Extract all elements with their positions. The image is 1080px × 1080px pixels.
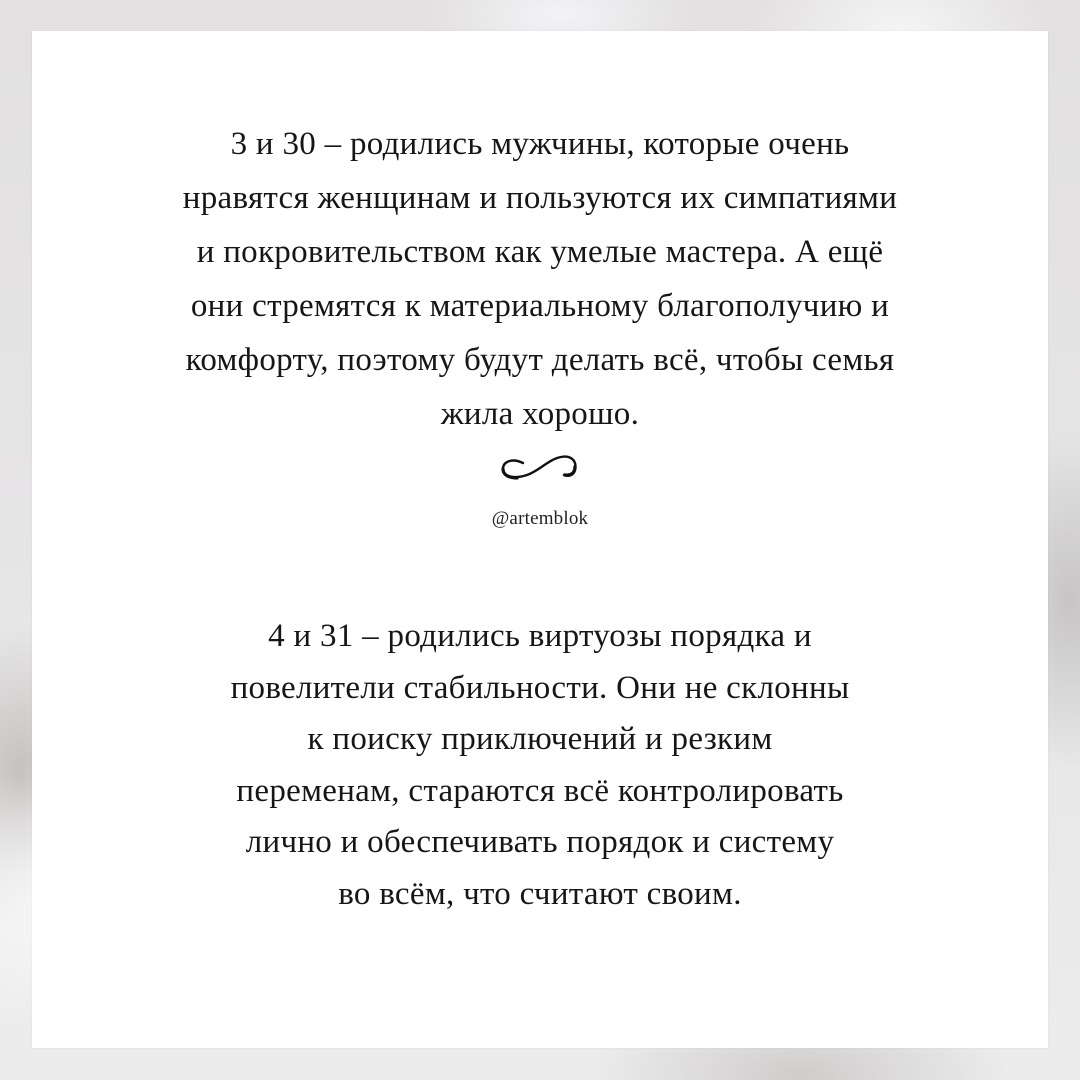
paragraph-4-and-31 [32, 611, 1048, 920]
text-line: жила хорошо. [440, 396, 640, 432]
text-line: переменам, стараются всё контролировать [236, 772, 844, 809]
swirl-flourish-icon [495, 449, 585, 489]
text-line: нравятся женщинам и пользуются их симпатиями [182, 180, 898, 216]
text-line: к поиску приключений и резким [307, 721, 773, 757]
text-line: 3 и 30 – родились мужчины, которые очень [230, 126, 850, 162]
text-line: они стремятся к материальному благополучию и [190, 288, 890, 324]
text-line: лично и обеспечивать порядок и систему [245, 824, 835, 860]
text-line: и покровительством как умелые мастера. А ещё [196, 234, 884, 270]
author-handle: @artemblok [491, 508, 589, 529]
text-line: во всём, что считают своим. [338, 875, 742, 912]
text-line: комфорту, поэтому будут делать всё, чтобы семья [185, 342, 895, 378]
content-card [32, 31, 1048, 1048]
paragraph-3-and-30 [32, 117, 1048, 441]
text-line: 4 и 31 – родились виртуозы порядка и [268, 618, 812, 654]
text-line: повелители стабильности. Они не склонны [230, 669, 850, 706]
